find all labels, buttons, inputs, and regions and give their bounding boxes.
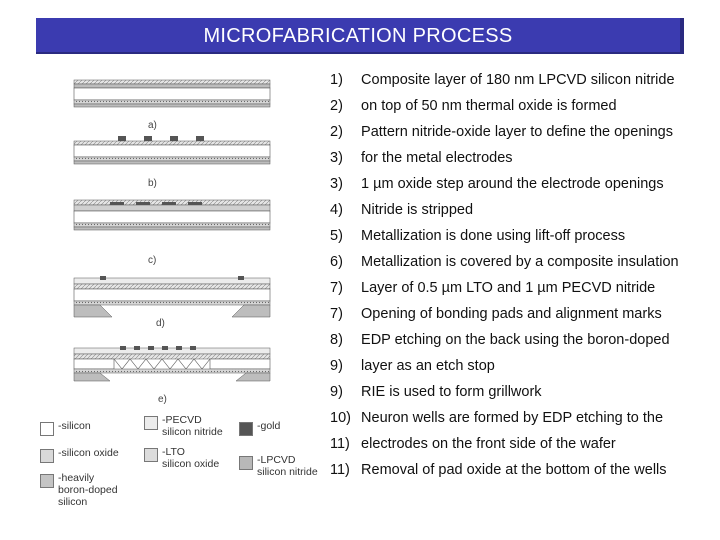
step-number: 1) bbox=[330, 72, 343, 88]
boron-doped-swatch-icon bbox=[40, 474, 54, 488]
legend bbox=[34, 412, 334, 512]
legend-label: -PECVD bbox=[162, 414, 202, 426]
legend-item-lto bbox=[144, 446, 219, 470]
step-text: on top of 50 nm thermal oxide is formed bbox=[361, 98, 617, 114]
legend-item-boron-doped bbox=[40, 472, 118, 508]
step-text: Composite layer of 180 nm LPCVD silicon nitride bbox=[361, 72, 675, 88]
legend-label: -gold bbox=[257, 420, 281, 432]
step-text: electrodes on the front side of the wafer bbox=[361, 436, 616, 452]
legend-label: silicon nitride bbox=[257, 466, 318, 478]
step-number: 6) bbox=[330, 254, 343, 270]
list-item bbox=[330, 198, 715, 224]
lpcvd-swatch-icon bbox=[239, 456, 253, 470]
step-text: Removal of pad oxide at the bottom of the wells bbox=[361, 462, 667, 478]
list-item bbox=[330, 458, 715, 484]
legend-label: -silicon oxide bbox=[58, 447, 119, 459]
silicon-oxide-swatch-icon bbox=[40, 449, 54, 463]
step-text: layer as an etch stop bbox=[361, 358, 495, 374]
pecvd-swatch-icon bbox=[144, 416, 158, 430]
step-number: 11) bbox=[330, 462, 350, 478]
step-number: 3) bbox=[330, 176, 343, 192]
step-text: Layer of 0.5 µm LTO and 1 µm PECVD nitride bbox=[361, 280, 656, 296]
step-number: 8) bbox=[330, 332, 343, 348]
step-number: 9) bbox=[330, 358, 343, 374]
step-number: 7) bbox=[330, 280, 343, 296]
step-number: 11) bbox=[330, 436, 350, 452]
list-item bbox=[330, 354, 715, 380]
list-item bbox=[330, 302, 715, 328]
diagram-label-b: b) bbox=[148, 178, 157, 189]
stage-initial bbox=[74, 80, 270, 107]
legend-label: silicon bbox=[58, 496, 88, 508]
diagram-label-a: a) bbox=[148, 120, 157, 131]
list-item bbox=[330, 328, 715, 354]
list-item bbox=[330, 146, 715, 172]
step-text: Neuron wells are formed by EDP etching to the bbox=[361, 410, 664, 426]
legend-item-gold bbox=[239, 420, 280, 436]
step-text: Nitride is stripped bbox=[361, 202, 474, 218]
list-item bbox=[330, 68, 715, 94]
step-number: 2) bbox=[330, 124, 343, 140]
legend-label: -silicon bbox=[58, 420, 91, 432]
list-item bbox=[330, 276, 715, 302]
legend-label: boron-doped bbox=[58, 484, 118, 496]
list-item bbox=[330, 432, 715, 458]
legend-label: -LPCVD bbox=[257, 454, 296, 466]
stage-b bbox=[74, 200, 270, 230]
legend-item-silicon bbox=[40, 420, 91, 436]
legend-item-lpcvd bbox=[239, 454, 318, 478]
lto-swatch-icon bbox=[144, 448, 158, 462]
step-number: 10) bbox=[330, 410, 351, 426]
list-item bbox=[330, 172, 715, 198]
legend-label: -LTO bbox=[162, 446, 185, 458]
step-text: Metallization is covered by a composite insulation bbox=[361, 254, 679, 270]
step-text: Opening of bonding pads and alignment marks bbox=[361, 306, 662, 322]
stage-d bbox=[74, 346, 270, 381]
diagram-label-c: c) bbox=[148, 255, 157, 266]
step-text: RIE is used to form grillwork bbox=[361, 384, 542, 400]
step-text: Pattern nitride-oxide layer to define the openings bbox=[361, 124, 673, 140]
legend-item-silicon-oxide bbox=[40, 447, 119, 463]
step-number: 3) bbox=[330, 150, 343, 166]
step-text: EDP etching on the back using the boron-doped bbox=[361, 332, 670, 348]
step-text: for the metal electrodes bbox=[361, 150, 513, 166]
legend-label: silicon nitride bbox=[162, 426, 223, 438]
list-item bbox=[330, 224, 715, 250]
stage-a bbox=[74, 136, 270, 164]
step-text: Metallization is done using lift-off process bbox=[361, 228, 626, 244]
silicon-swatch-icon bbox=[40, 422, 54, 436]
step-number: 7) bbox=[330, 306, 343, 322]
step-text: 1 µm oxide step around the electrode openings bbox=[361, 176, 664, 192]
legend-label: silicon oxide bbox=[162, 458, 220, 470]
process-steps-list bbox=[330, 68, 715, 484]
page-title: MICROFABRICATION PROCESS bbox=[36, 18, 684, 54]
gold-swatch-icon bbox=[239, 422, 253, 436]
step-number: 4) bbox=[330, 202, 343, 218]
diagram-label-e: e) bbox=[158, 394, 167, 405]
legend-item-pecvd bbox=[144, 414, 223, 438]
stage-c bbox=[74, 276, 270, 317]
diagram-label-d: d) bbox=[156, 318, 165, 329]
list-item bbox=[330, 250, 715, 276]
step-number: 9) bbox=[330, 384, 343, 400]
list-item bbox=[330, 94, 715, 120]
legend-label: -heavily bbox=[58, 472, 95, 484]
list-item bbox=[330, 120, 715, 146]
step-number: 2) bbox=[330, 98, 343, 114]
list-item bbox=[330, 406, 715, 432]
list-item bbox=[330, 380, 715, 406]
step-number: 5) bbox=[330, 228, 343, 244]
process-cross-section-diagram bbox=[60, 70, 322, 410]
